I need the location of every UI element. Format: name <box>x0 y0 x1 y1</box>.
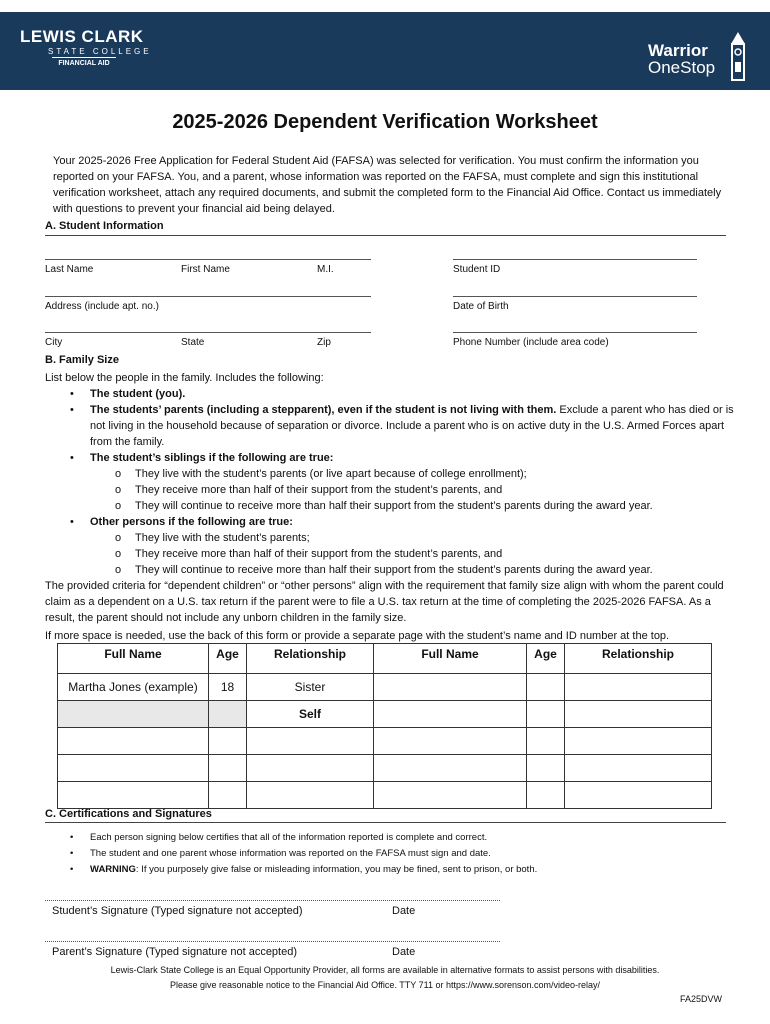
table-row <box>58 755 712 782</box>
col-age: Age <box>209 644 247 674</box>
section-c-heading: C. Certifications and Signatures <box>45 808 212 820</box>
table-row <box>58 701 712 728</box>
list-item: o They live with the student’s parents (or live apart because of college enrollment); <box>135 466 735 482</box>
college-name: LEWIS CLARK <box>20 27 144 46</box>
clock-tower-icon <box>725 30 751 82</box>
lcsc-logo <box>20 28 152 67</box>
list-item: o They live with the student’s parents; <box>135 530 735 546</box>
first-name-label: First Name <box>181 264 230 275</box>
self-relationship: Self <box>247 701 374 728</box>
table-row <box>58 728 712 755</box>
onestop-line1: Warrior <box>648 41 708 60</box>
section-a-heading: A. Student Information <box>45 220 164 232</box>
criteria-paragraph: The provided criteria for “dependent children” or “other persons” align with the requirement that family size align with whom the parent could claim as a dependent on a U.S. tax return if the parent were to file a U.S. tax return at the time of completing the 2025-2026 FAFSA. As a result, the parent should not include any unborn children in the family size. <box>45 580 724 624</box>
list-item: • Each person signing below certifies that all of the information reported is complete and correct. <box>90 830 735 846</box>
footer-line2: Please give reasonable notice to the Financial Aid Office. TTY 711 or https://www.sorenson.com/video-relay/ <box>169 980 601 990</box>
certification-list <box>45 830 735 878</box>
form-code: FA25DVW <box>680 994 723 1004</box>
phone-label: Phone Number (include area code) <box>453 337 609 348</box>
col-relationship: Relationship <box>565 644 712 674</box>
parent-signature-label: Parent’s Signature (Typed signature not accepted) <box>52 946 298 958</box>
table-cell[interactable] <box>565 701 712 728</box>
mi-label: M.I. <box>317 264 334 275</box>
divider <box>45 235 726 236</box>
footer-line1: Lewis-Clark State College is an Equal Opportunity Provider, all forms are available in alternative formats to assist persons with disabilities. <box>110 965 660 975</box>
dob-label: Date of Birth <box>453 301 509 312</box>
parent-date-label: Date <box>392 946 416 958</box>
student-id-field[interactable] <box>453 259 697 260</box>
more-space-note: If more space is needed, use the back of this form or provide a separate page with the student’s name and ID number at the top. <box>45 630 670 642</box>
last-name-label: Last Name <box>45 264 94 275</box>
list-item: • The student’s siblings if the following are true: o They live with the student’s parents (or live apart because of college enrollment); o They receive more than half of their support from the student’s parents, and o They will continue to receive more than half their support from the student’s parents during the award year. <box>90 450 735 514</box>
list-item: o They receive more than half of their support from the student’s parents, and <box>135 546 735 562</box>
student-date-label: Date <box>392 905 416 917</box>
name-field[interactable] <box>45 259 371 260</box>
table-row <box>58 674 712 701</box>
dob-field[interactable] <box>453 296 697 297</box>
table-cell[interactable] <box>565 674 712 701</box>
department-name: FINANCIAL AID <box>52 57 116 67</box>
example-age: 18 <box>209 674 247 701</box>
onestop-line2: OneStop <box>648 58 716 77</box>
page-header <box>0 12 770 90</box>
example-name: Martha Jones (example) <box>58 674 209 701</box>
student-id-label: Student ID <box>453 264 501 275</box>
family-lead: List below the people in the family. Includes the following: <box>45 372 324 384</box>
list-item: o They will continue to receive more than half their support from the student’s parents during the award year. <box>135 562 735 578</box>
address-label: Address (include apt. no.) <box>45 301 159 312</box>
college-sub: STATE COLLEGE <box>48 47 152 56</box>
table-cell[interactable] <box>374 674 527 701</box>
list-item: • The students’ parents (including a stepparent), even if the student is not living with them. Exclude a parent who has died or is not living in the household because of separation or divorce. Include a parent who is on active duty in the U.S. Armed Forces apart from the family. <box>90 402 735 450</box>
table-cell[interactable] <box>527 701 565 728</box>
col-age: Age <box>527 644 565 674</box>
list-item: o They will continue to receive more than half their support from the student’s parents during the award year. <box>135 498 735 514</box>
list-item: • The student and one parent whose information was reported on the FAFSA must sign and date. <box>90 846 735 862</box>
col-full-name: Full Name <box>374 644 527 674</box>
city-field[interactable] <box>45 332 371 333</box>
student-signature-label: Student’s Signature (Typed signature not accepted) <box>52 905 303 917</box>
warrior-onestop-logo <box>648 42 715 76</box>
example-relationship: Sister <box>247 674 374 701</box>
col-full-name: Full Name <box>58 644 209 674</box>
parent-signature-line[interactable] <box>45 941 500 942</box>
page-title: 2025-2026 Dependent Verification Worksheet <box>172 111 598 133</box>
family-table <box>57 643 712 809</box>
state-label: State <box>181 337 205 348</box>
intro-paragraph: Your 2025-2026 Free Application for Federal Student Aid (FAFSA) was selected for verification. You must confirm the information you reported on your FAFSA. You, and a parent, whose information was reported on the FAFSA, must complete and sign this institutional verification worksheet, attach any required documents, and submit the completed form to the Financial Aid Office. Contact us immediately with questions to prevent your financial aid being delayed. <box>53 155 722 215</box>
city-label: City <box>45 337 63 348</box>
list-item: o They receive more than half of their support from the student’s parents, and <box>135 482 735 498</box>
student-signature-line[interactable] <box>45 900 500 901</box>
list-item: • Other persons if the following are true: o They live with the student’s parents; o They receive more than half of their support from the student’s parents, and o They will continue to receive more than half their support from the student’s parents during the award year. <box>90 514 735 578</box>
divider <box>45 822 726 823</box>
self-age-cell[interactable] <box>209 701 247 728</box>
list-item: • The student (you). <box>90 386 735 402</box>
table-row <box>58 782 712 809</box>
list-item: • WARNING: If you purposely give false or misleading information, you may be fined, sent to prison, or both. <box>90 862 735 878</box>
section-b-heading: B. Family Size <box>45 354 119 366</box>
zip-label: Zip <box>317 337 331 348</box>
table-cell[interactable] <box>374 701 527 728</box>
address-field[interactable] <box>45 296 371 297</box>
table-cell[interactable] <box>527 674 565 701</box>
col-relationship: Relationship <box>247 644 374 674</box>
self-name-cell[interactable] <box>58 701 209 728</box>
phone-field[interactable] <box>453 332 697 333</box>
family-size-instructions <box>45 370 735 644</box>
